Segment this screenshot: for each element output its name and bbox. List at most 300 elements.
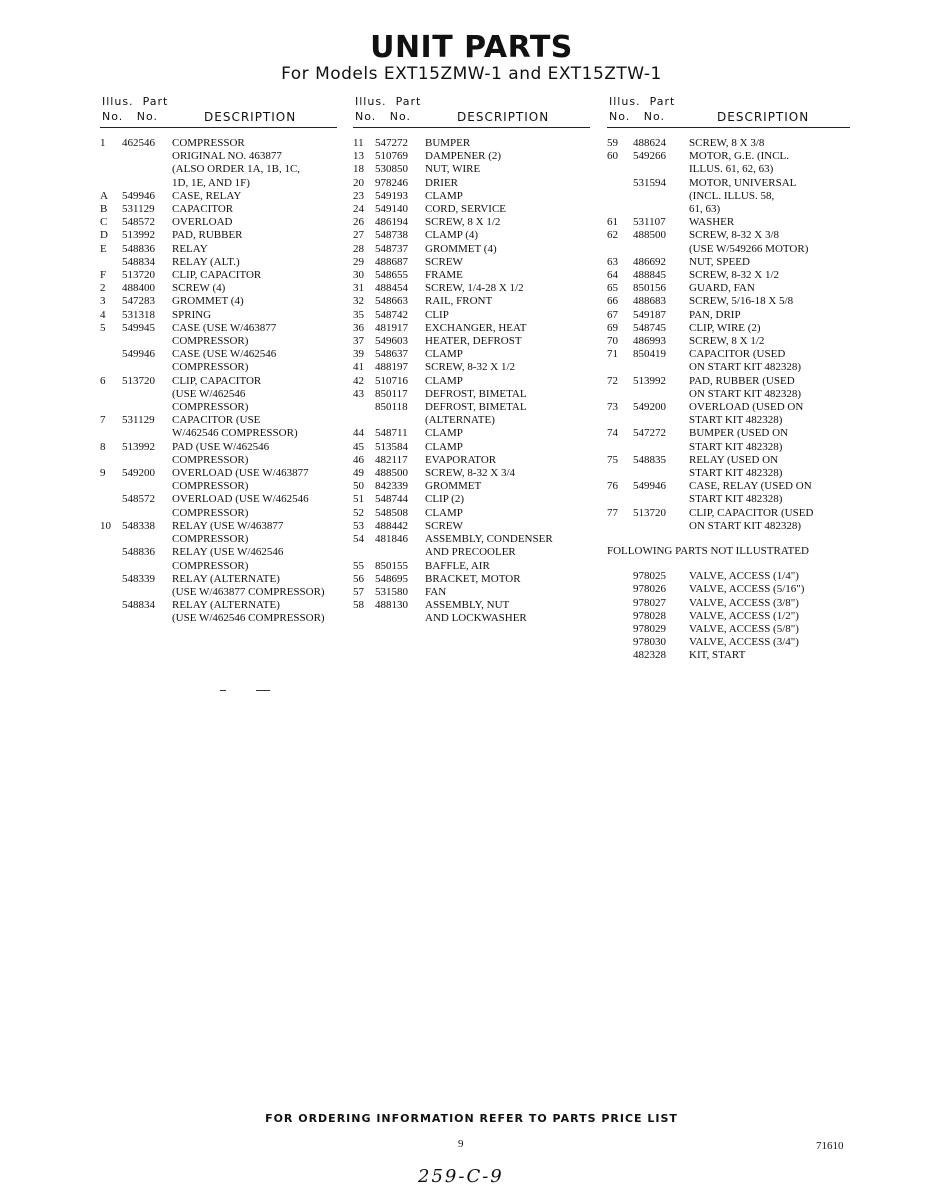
- part-number: 547272: [375, 137, 408, 149]
- part-description: CLAMP: [425, 440, 463, 453]
- part-number: [633, 361, 689, 374]
- table-row: [607, 269, 850, 282]
- table-row: [353, 375, 590, 388]
- row-indent: [607, 649, 633, 662]
- illus-number: 50: [353, 480, 364, 493]
- table-row: [607, 361, 850, 374]
- part-number: 488400: [122, 282, 155, 295]
- part-description: START KIT 482328): [689, 414, 783, 427]
- illus-number: [100, 560, 122, 573]
- table-row: [607, 282, 850, 295]
- header-description: DESCRIPTION: [457, 110, 550, 124]
- part-description: COMPRESSOR): [172, 480, 249, 493]
- illus-number: C: [100, 216, 108, 229]
- part-number: 531129: [122, 414, 155, 427]
- table-row: [353, 150, 590, 163]
- part-number: 486194: [375, 216, 408, 229]
- part-number: 549140: [375, 203, 408, 216]
- illus-number: [607, 163, 633, 176]
- illus-number: [100, 573, 122, 586]
- illus-number: 28: [353, 242, 364, 255]
- row-indent: [607, 623, 633, 636]
- table-row: [353, 612, 590, 625]
- table-row: [353, 573, 590, 586]
- table-row: [353, 256, 590, 269]
- part-description: KIT, START: [689, 649, 746, 662]
- part-number: 548508: [375, 506, 408, 519]
- part-description: ON START KIT 482328): [689, 387, 802, 400]
- illus-number: 42: [353, 374, 364, 387]
- part-number: 481917: [375, 321, 408, 334]
- part-description: CAPACITOR (USE: [172, 414, 261, 427]
- part-description: COMPRESSOR: [172, 137, 245, 149]
- illus-number: [100, 599, 122, 612]
- illus-number: 74: [607, 427, 618, 440]
- illus-number: 26: [353, 216, 364, 229]
- table-row: [100, 520, 337, 533]
- illus-number: 44: [353, 427, 364, 440]
- part-description: (ALTERNATE): [425, 414, 495, 427]
- part-number: [122, 388, 172, 401]
- part-number: 978028: [633, 609, 666, 622]
- part-number: 850419: [633, 348, 666, 361]
- part-description: BUMPER (USED ON: [689, 427, 789, 440]
- part-number: [122, 507, 172, 520]
- illus-number: 37: [353, 335, 364, 348]
- part-number: 488687: [375, 255, 408, 268]
- table-row: [607, 229, 850, 242]
- part-number: [375, 414, 425, 427]
- table-row: [353, 361, 590, 374]
- row-indent: [607, 636, 633, 649]
- part-description: 1D, 1E, AND 1F): [172, 176, 250, 189]
- part-description: SCREW, 8 X 3/8: [689, 137, 765, 149]
- table-row: [100, 269, 337, 282]
- part-description: COMPRESSOR): [172, 335, 249, 348]
- part-description: MOTOR, G.E. (INCL.: [689, 150, 790, 163]
- part-number: [633, 414, 689, 427]
- table-row: [353, 203, 590, 216]
- illus-number: [100, 361, 122, 374]
- table-row: [353, 480, 590, 493]
- part-number: 481846: [375, 533, 408, 546]
- table-row: [100, 599, 337, 612]
- part-number: [122, 586, 172, 599]
- illus-number: 77: [607, 506, 618, 519]
- illus-number: 76: [607, 480, 618, 493]
- illus-number: 5: [100, 321, 106, 334]
- not-illustrated-list: [607, 570, 850, 662]
- table-row: [607, 480, 850, 493]
- part-number: [122, 177, 172, 190]
- part-number: [122, 560, 172, 573]
- part-number: [122, 401, 172, 414]
- table-row: [100, 282, 337, 295]
- part-number: 548637: [375, 348, 408, 361]
- table-row: [100, 348, 337, 361]
- illus-number: 57: [353, 585, 364, 598]
- part-description: CLAMP: [425, 506, 463, 519]
- illus-number: 53: [353, 519, 364, 532]
- part-number: 549946: [122, 189, 155, 202]
- part-description: START KIT 482328): [689, 493, 783, 506]
- illus-number: 8: [100, 440, 106, 453]
- illus-number: 58: [353, 599, 364, 612]
- part-description: DAMPENER (2): [425, 150, 502, 163]
- table-row: [607, 177, 850, 190]
- part-number: 978027: [633, 596, 666, 609]
- part-number: [122, 533, 172, 546]
- part-description: 61, 63): [689, 203, 721, 216]
- illus-number: 64: [607, 269, 618, 282]
- part-description: SCREW: [425, 255, 463, 268]
- part-number: 531107: [633, 216, 666, 229]
- parts-list: [100, 137, 337, 626]
- illus-number: 7: [100, 414, 106, 427]
- part-description: (USE W/462546 COMPRESSOR): [172, 612, 325, 625]
- part-number: 548711: [375, 427, 408, 440]
- part-number: 548835: [633, 453, 666, 466]
- table-row: [607, 388, 850, 401]
- table-row: [607, 414, 850, 427]
- part-description: SCREW, 8-32 X 1/2: [689, 269, 780, 282]
- illus-number: 62: [607, 229, 618, 242]
- part-description: EXCHANGER, HEAT: [425, 321, 527, 334]
- part-number: 488500: [375, 467, 408, 480]
- part-number: 978246: [375, 176, 408, 189]
- table-row: [353, 586, 590, 599]
- header-description: DESCRIPTION: [204, 110, 297, 124]
- part-description: SCREW (4): [172, 282, 226, 295]
- part-number: 548737: [375, 242, 408, 255]
- table-row: [607, 493, 850, 506]
- illus-number: 43: [353, 387, 364, 400]
- part-number: 548695: [375, 572, 408, 585]
- part-description: SCREW, 8-32 X 3/8: [689, 229, 780, 242]
- part-description: GROMMET: [425, 480, 482, 493]
- row-indent: [607, 570, 633, 583]
- table-row: [353, 137, 590, 150]
- part-number: 513584: [375, 440, 408, 453]
- part-number: 488845: [633, 269, 666, 282]
- not-illustrated-heading: FOLLOWING PARTS NOT ILLUSTRATED: [607, 545, 809, 558]
- part-description: CASE, RELAY (USED ON: [689, 480, 812, 493]
- table-row: [607, 203, 850, 216]
- illus-number: 66: [607, 295, 618, 308]
- table-row: [100, 177, 337, 190]
- part-description: OVERLOAD: [172, 216, 233, 229]
- part-description: SCREW, 1/4-28 X 1/2: [425, 282, 524, 295]
- illus-number: 11: [353, 137, 364, 149]
- table-row: [353, 177, 590, 190]
- illus-number: 30: [353, 269, 364, 282]
- table-row: [100, 203, 337, 216]
- row-indent: [607, 597, 633, 610]
- illus-number: [100, 546, 122, 559]
- part-description: START KIT 482328): [689, 440, 783, 453]
- part-number: [375, 612, 425, 625]
- table-row: [353, 216, 590, 229]
- illus-number: 55: [353, 559, 364, 572]
- illus-number: 24: [353, 203, 364, 216]
- illus-number: 20: [353, 176, 364, 189]
- row-indent: [607, 610, 633, 623]
- part-description: W/462546 COMPRESSOR): [172, 427, 298, 440]
- illus-number: 9: [100, 467, 106, 480]
- part-number: 531129: [122, 203, 155, 216]
- table-row: [353, 560, 590, 573]
- illus-number: 36: [353, 321, 364, 334]
- part-description: VALVE, ACCESS (3/8"): [689, 596, 799, 609]
- illus-number: 46: [353, 453, 364, 466]
- part-number: 488130: [375, 599, 408, 612]
- illus-number: [607, 493, 633, 506]
- part-description: SCREW: [425, 519, 463, 532]
- table-row: [353, 229, 590, 242]
- illus-number: [100, 533, 122, 546]
- part-description: NUT, WIRE: [425, 163, 481, 176]
- part-number: 513992: [633, 374, 666, 387]
- illus-number: [100, 348, 122, 361]
- part-description: EVAPORATOR: [425, 453, 497, 466]
- part-number: 549200: [122, 467, 155, 480]
- illus-number: 71: [607, 348, 618, 361]
- table-row: [100, 150, 337, 163]
- table-row: [607, 583, 850, 596]
- part-description: SCREW, 8 X 1/2: [425, 216, 501, 229]
- handwritten-note: 259-C-9: [418, 1166, 504, 1187]
- table-row: [607, 570, 850, 583]
- part-number: 462546: [122, 137, 155, 149]
- part-number: 513992: [122, 440, 155, 453]
- illus-number: [100, 150, 122, 163]
- part-description: CLAMP: [425, 427, 463, 440]
- illus-number: 51: [353, 493, 364, 506]
- part-description: COMPRESSOR): [172, 533, 249, 546]
- illus-number: 45: [353, 440, 364, 453]
- part-description: RELAY: [172, 242, 208, 255]
- table-row: [100, 256, 337, 269]
- table-row: [353, 414, 590, 427]
- part-number: [633, 467, 689, 480]
- table-row: [100, 573, 337, 586]
- part-number: 488500: [633, 229, 666, 242]
- parts-list: [607, 137, 850, 533]
- illus-number: [353, 546, 375, 559]
- part-number: [633, 493, 689, 506]
- table-row: [353, 388, 590, 401]
- table-row: [353, 507, 590, 520]
- stray-mark: [256, 690, 270, 691]
- table-row: [607, 520, 850, 533]
- illus-number: 67: [607, 308, 618, 321]
- table-row: [353, 190, 590, 203]
- illus-number: [100, 507, 122, 520]
- illus-number: [100, 427, 122, 440]
- illus-number: F: [100, 269, 107, 282]
- part-number: 850118: [375, 401, 408, 414]
- stray-mark: [220, 690, 226, 691]
- part-number: [633, 203, 689, 216]
- part-description: CASE, RELAY: [172, 189, 242, 202]
- part-description: VALVE, ACCESS (3/4"): [689, 636, 799, 649]
- table-row: [100, 361, 337, 374]
- part-description: CORD, SERVICE: [425, 203, 507, 216]
- part-description: CLAMP: [425, 374, 463, 387]
- illus-number: 56: [353, 572, 364, 585]
- illus-number: [607, 203, 633, 216]
- table-row: [100, 216, 337, 229]
- part-description: RAIL, FRONT: [425, 295, 493, 308]
- table-row: [100, 560, 337, 573]
- row-indent: [607, 583, 633, 596]
- part-description: OVERLOAD (USED ON: [689, 401, 804, 414]
- part-number: 548572: [122, 216, 155, 229]
- part-description: AND LOCKWASHER: [425, 612, 527, 625]
- illus-number: [353, 612, 375, 625]
- illus-number: 4: [100, 308, 106, 321]
- part-number: 548339: [122, 572, 155, 585]
- part-number: 549946: [122, 348, 155, 361]
- part-number: 488683: [633, 295, 666, 308]
- illus-number: 70: [607, 335, 618, 348]
- illus-number: [607, 520, 633, 533]
- table-row: [607, 467, 850, 480]
- part-number: 548744: [375, 493, 408, 506]
- part-number: 488624: [633, 137, 666, 149]
- illus-number: 18: [353, 163, 364, 176]
- table-row: [353, 493, 590, 506]
- part-description: COMPRESSOR): [172, 401, 249, 414]
- illus-number: E: [100, 242, 107, 255]
- part-number: 549603: [375, 335, 408, 348]
- part-number: 513720: [122, 374, 155, 387]
- illus-number: 6: [100, 374, 106, 387]
- part-description: (USE W/462546: [172, 387, 246, 400]
- part-number: 548338: [122, 519, 155, 532]
- illus-number: 54: [353, 533, 364, 546]
- part-description: RELAY (USED ON: [689, 453, 779, 466]
- parts-column-3: [607, 93, 850, 663]
- illus-number: [100, 335, 122, 348]
- table-row: [353, 295, 590, 308]
- part-description: CASE (USE W/463877: [172, 321, 277, 334]
- illus-number: [607, 414, 633, 427]
- part-number: 482328: [633, 649, 666, 662]
- part-description: BAFFLE, AIR: [425, 559, 490, 572]
- part-description: CLIP, WIRE (2): [689, 321, 761, 334]
- part-description: CLIP: [425, 308, 449, 321]
- table-row: [607, 649, 850, 662]
- table-row: [100, 163, 337, 176]
- illus-number: [100, 163, 122, 176]
- part-description: WASHER: [689, 216, 735, 229]
- table-row: [100, 137, 337, 150]
- part-description: DEFROST, BIMETAL: [425, 401, 527, 414]
- part-description: CLIP, CAPACITOR (USED: [689, 506, 814, 519]
- part-number: 850117: [375, 387, 408, 400]
- part-description: COMPRESSOR): [172, 559, 249, 572]
- illus-number: 59: [607, 137, 618, 149]
- table-row: [100, 335, 337, 348]
- part-number: 548572: [122, 493, 155, 506]
- table-row: [353, 427, 590, 440]
- column-header: [607, 93, 850, 128]
- illus-number: 23: [353, 189, 364, 202]
- illus-number: 27: [353, 229, 364, 242]
- part-description: SCREW, 8-32 X 3/4: [425, 467, 516, 480]
- part-number: 850156: [633, 282, 666, 295]
- illus-number: [607, 177, 633, 190]
- header-numbers: No. No.: [609, 110, 666, 123]
- parts-column-2: [353, 93, 590, 626]
- parts-list: [353, 137, 590, 626]
- part-description: VALVE, ACCESS (5/8"): [689, 622, 799, 635]
- part-description: CLAMP: [425, 189, 463, 202]
- part-description: PAD, RUBBER: [172, 229, 243, 242]
- table-row: [353, 322, 590, 335]
- header-illus-part: Illus. Part: [609, 95, 676, 108]
- part-description: COMPRESSOR): [172, 453, 249, 466]
- part-description: ASSEMBLY, NUT: [425, 599, 510, 612]
- header-numbers: No. No.: [102, 110, 159, 123]
- part-description: RELAY (ALTERNATE): [172, 599, 280, 612]
- part-number: [633, 163, 689, 176]
- part-description: CAPACITOR (USED: [689, 348, 786, 361]
- illus-number: 49: [353, 467, 364, 480]
- table-row: [100, 441, 337, 454]
- part-number: 548836: [122, 546, 155, 559]
- table-row: [100, 414, 337, 427]
- part-description: GROMMET (4): [425, 242, 497, 255]
- header-illus-part: Illus. Part: [102, 95, 169, 108]
- part-number: [633, 190, 689, 203]
- table-row: [607, 137, 850, 150]
- illus-number: [100, 177, 122, 190]
- part-description: COMPRESSOR): [172, 361, 249, 374]
- table-row: [100, 586, 337, 599]
- part-description: OVERLOAD (USE W/463877: [172, 467, 309, 480]
- part-number: 513992: [122, 229, 155, 242]
- table-row: [100, 309, 337, 322]
- page-subtitle: For Models EXT15ZMW-1 and EXT15ZTW-1: [281, 64, 662, 84]
- illus-number: [353, 414, 375, 427]
- table-row: [607, 295, 850, 308]
- part-description: SCREW, 8 X 1/2: [689, 335, 765, 348]
- illus-number: B: [100, 203, 108, 216]
- table-row: [353, 546, 590, 559]
- illus-number: A: [100, 189, 108, 202]
- illus-number: 61: [607, 216, 618, 229]
- part-description: (USE W/463877 COMPRESSOR): [172, 585, 325, 598]
- part-number: [633, 441, 689, 454]
- table-row: [607, 507, 850, 520]
- table-row: [353, 533, 590, 546]
- illus-number: 65: [607, 282, 618, 295]
- part-description: RELAY (USE W/462546: [172, 546, 284, 559]
- part-description: PAN, DRIP: [689, 308, 741, 321]
- illus-number: 29: [353, 255, 364, 268]
- part-description: (ALSO ORDER 1A, 1B, 1C,: [172, 163, 301, 176]
- header-description: DESCRIPTION: [717, 110, 810, 124]
- part-description: BUMPER: [425, 137, 471, 149]
- table-row: [607, 401, 850, 414]
- part-number: 510769: [375, 150, 408, 163]
- table-row: [100, 243, 337, 256]
- part-number: [375, 546, 425, 559]
- table-row: [607, 216, 850, 229]
- table-row: [607, 623, 850, 636]
